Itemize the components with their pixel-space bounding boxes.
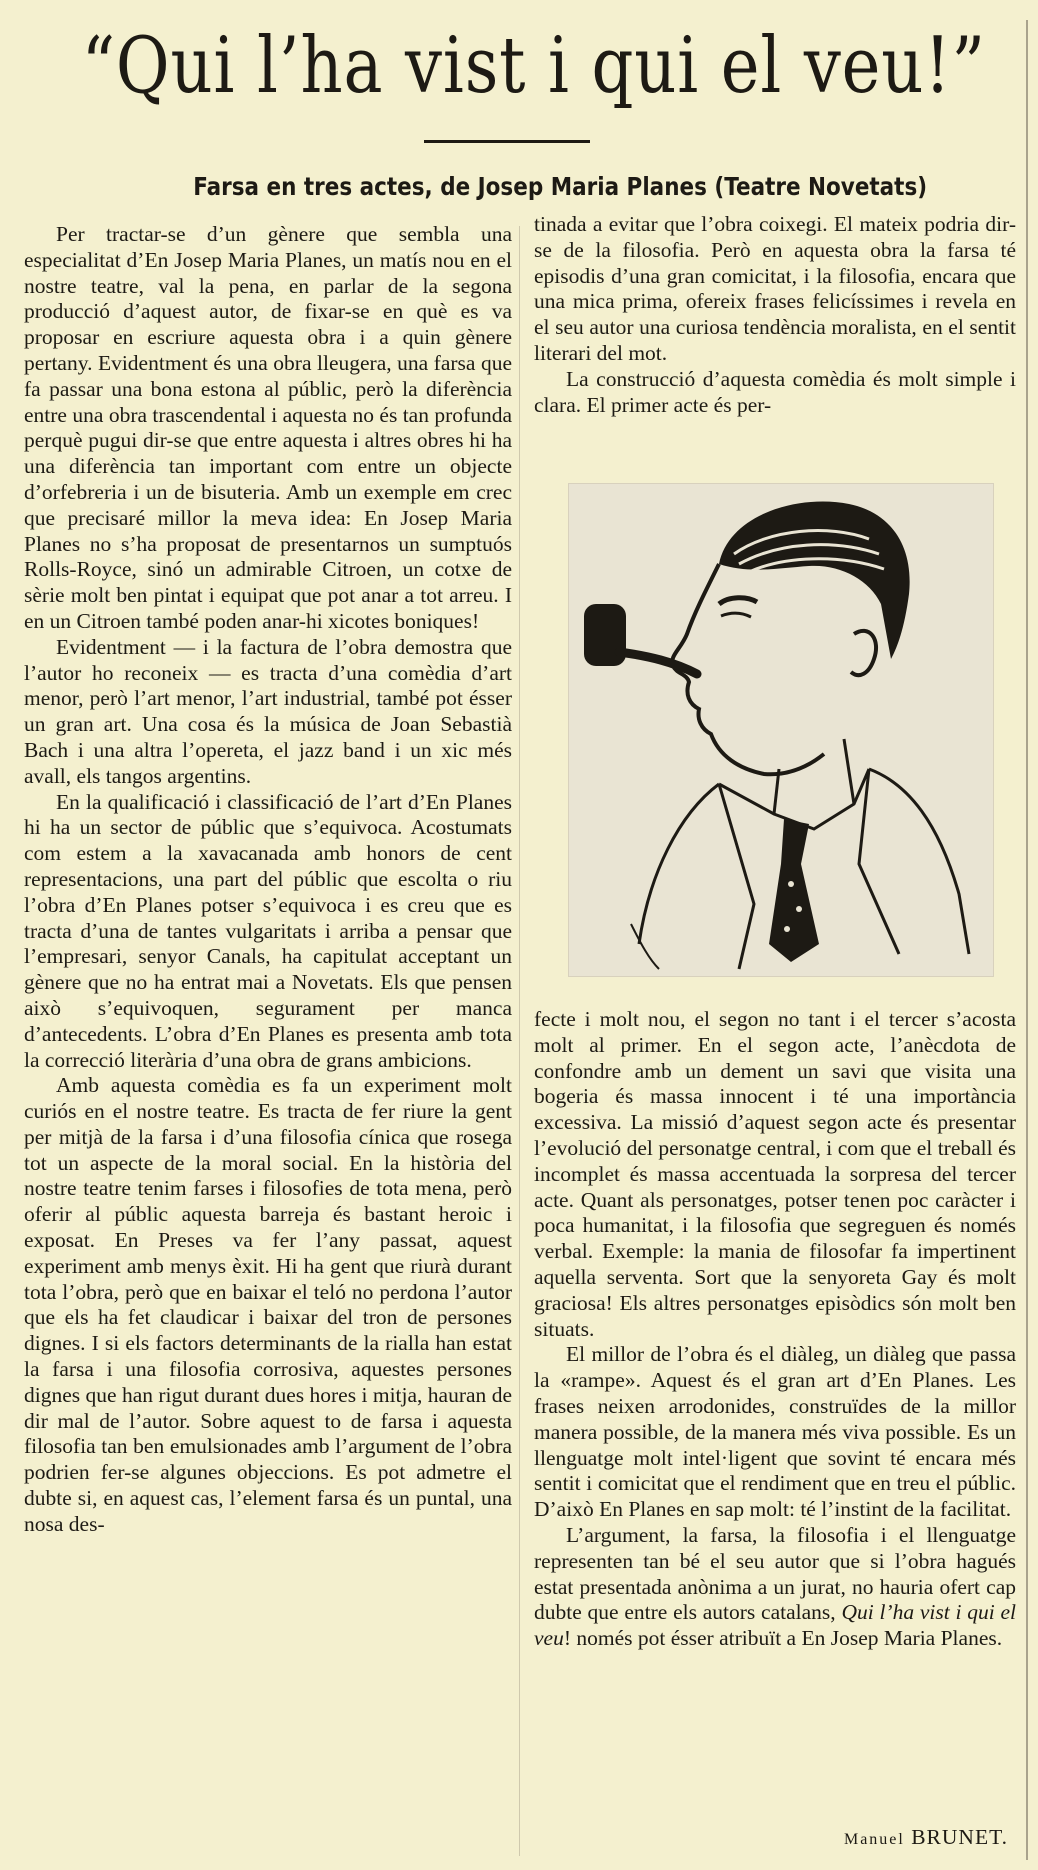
paragraph: En la qualificació i classificació de l’art d’En Planes hi ha un sector de públic que s’equivoca. Acostumats com estem a la xavacanada amb honors de cent representacions, una part del públic que escolta o riu l’obra d’En Planes potser s’equivoca i es creu que es tracta d’una de tantes vulgaritats i arriba a pensar que l’empresari, senyor Canals, ha capitulat acceptant un gènere que no ha entrat mai a Novetats. Els que pensen això s’equivoquen, segurament per manca d’antecedents. L’obra d’En Planes es presenta amb tota la correcció literària d’una obra de grans ambicions. <box>24 789 512 1072</box>
paragraph: fecte i molt nou, el segon no tant i el tercer s’acosta molt al primer. En el segon acte, l’anècdota de confondre amb un dement un savi que visita una bogeria és massa innocent i té una importància excessiva. La missió d’aquest segon acte és presentar l’evolució del personatge central, i com que el treball és incomplet és massa accentuada la sorpresa del tercer acte. Quant als personatges, potser tenen poc caràcter i poca humanitat, i la filosofia que segreguen és només verbal. Exemple: la mania de filosofar fa impertinent aquella serventa. Sort que la senyoreta Gay és molt graciosa! Els altres personatges episòdics són molt ben situats. <box>534 1007 1016 1341</box>
paragraph: El millor de l’obra és el diàleg, un diàleg que passa la «rampe». Aquest és el gran art d’En Planes. Les frases neixen arrodonides, construïdes de la millor manera possible, de la manera més viva possible. Es un llenguatge molt intel·ligent que sovint té encara més sentit i comicitat que el rendiment que en treu el públic. D’això En Planes en sap molt: té l’instint de la facilitat. <box>534 1342 1016 1522</box>
paragraph: Per tractar-se d’un gènere que sembla una especialitat d’En Josep Maria Planes, un matís nou en el nostre teatre, val la pena, en parlar de la segona producció d’aquest autor, de fixar-se en què es va proposar en escriure aquesta obra i a quin gènere pertany. Evidentment és una obra lleugera, una farsa que fa passar una bona estona al públic, però la diferència entre una obra trascendental i aquesta no és tan profunda perquè pugui dir-se que entre aquesta i altres obres hi ha una diferència tan important com entre un objecte d’orfebreria i un de bisuteria. Amb un exemple em crec que precisaré millor la meva idea: En Josep Maria Planes no s’ha proposat de presentarnos un sumptuós Rolls-Royce, sinó un admirable Citroen, un cotxe de sèrie molt ben pintat i equipat que pot anar a tot arreu. I en un Citroen també poden anar-hi xicotes boniques! <box>24 222 512 633</box>
closing-paragraph <box>534 1523 1016 1652</box>
author-signature <box>788 1824 1008 1853</box>
pipe-smoker-caricature-icon <box>569 484 993 976</box>
right-column-bottom <box>534 1007 1016 1652</box>
left-column <box>24 222 512 1538</box>
paragraph: La construcció d’aquesta comèdia és molt simple i clara. El primer acte és per- <box>534 366 1016 417</box>
article-title: “Qui l’ha vist i qui el veu!” <box>81 21 986 111</box>
page-edge-rule <box>1026 20 1028 1860</box>
article-subtitle: Farsa en tres actes, de Josep Maria Planes (Teatre Novetats) <box>193 172 928 201</box>
paragraph: Evidentment — i la factura de l’obra demostra que l’autor ho reconeix — es tracta d’una comèdia d’art menor, però l’art menor, l’art industrial, també pot ésser un gran art. Una cosa és la música de Joan Sebastià Bach i una altra l’opereta, el jazz band i un xic més avall, els tangos argentins. <box>24 634 512 788</box>
title-underline <box>424 140 590 143</box>
play-title-italic: Qui l’ha vist i qui el veu <box>534 1600 1016 1651</box>
column-divider <box>519 226 520 1856</box>
right-column-top <box>534 212 1016 418</box>
closing-text-start: L’argument, la farsa, la filosofia i el llenguatge representen tan bé el seu autor que si l’obra hagués estat presentada anònima a un jurat, no hauria ofert cap dubte que entre els autors catalans, <box>534 1522 1016 1625</box>
signature-last-name: BRUNET. <box>911 1825 1008 1849</box>
paragraph: Amb aquesta comèdia es fa un experiment molt curiós en el nostre teatre. Es tracta de fer riure la gent per mitjà de la farsa i d’una filosofia cínica que rosega tot un aspecte de la moral social. En la història del nostre teatre tenim farses i filosofies de tota mena, però oferir al públic aquesta barreja és bastant heroic i exposat. En Preses va fer l’any passat, aquest experiment amb menys èxit. Hi ha gent que riurà durant tota l’obra, però que en baixar el teló no perdona l’autor que els ha fet claudicar i baixar del tron de persones dignes. I si els factors determinants de la rialla han estat la farsa i una filosofia corrosiva, aquestes persones dignes que han rigut durant dues hores i mitja, hauran de dir mal de l’autor. Sobre aquest to de farsa i aquesta filosofia tan ben emulsionades amb l’argument de l’obra podrien fer-se algunes objeccions. Es pot admetre el dubte si, en aquest cas, l’element farsa és un puntal, una nosa des- <box>24 1073 512 1536</box>
signature-first-name: Manuel <box>843 1831 905 1848</box>
closing-text-end: ! només pot ésser atribuït a En Josep Maria Planes. <box>563 1626 1003 1651</box>
caricature-portrait <box>568 483 994 977</box>
paragraph: tinada a evitar que l’obra coixegi. El mateix podria dir-se de la filosofia. Però en aquesta obra la farsa té episodis d’una gran comicitat, i la filosofia, encara que una mica prima, ofereix frases felicíssimes i revela en el seu autor una curiosa tendència moralista, en el sentit literari del mot. <box>534 212 1016 365</box>
